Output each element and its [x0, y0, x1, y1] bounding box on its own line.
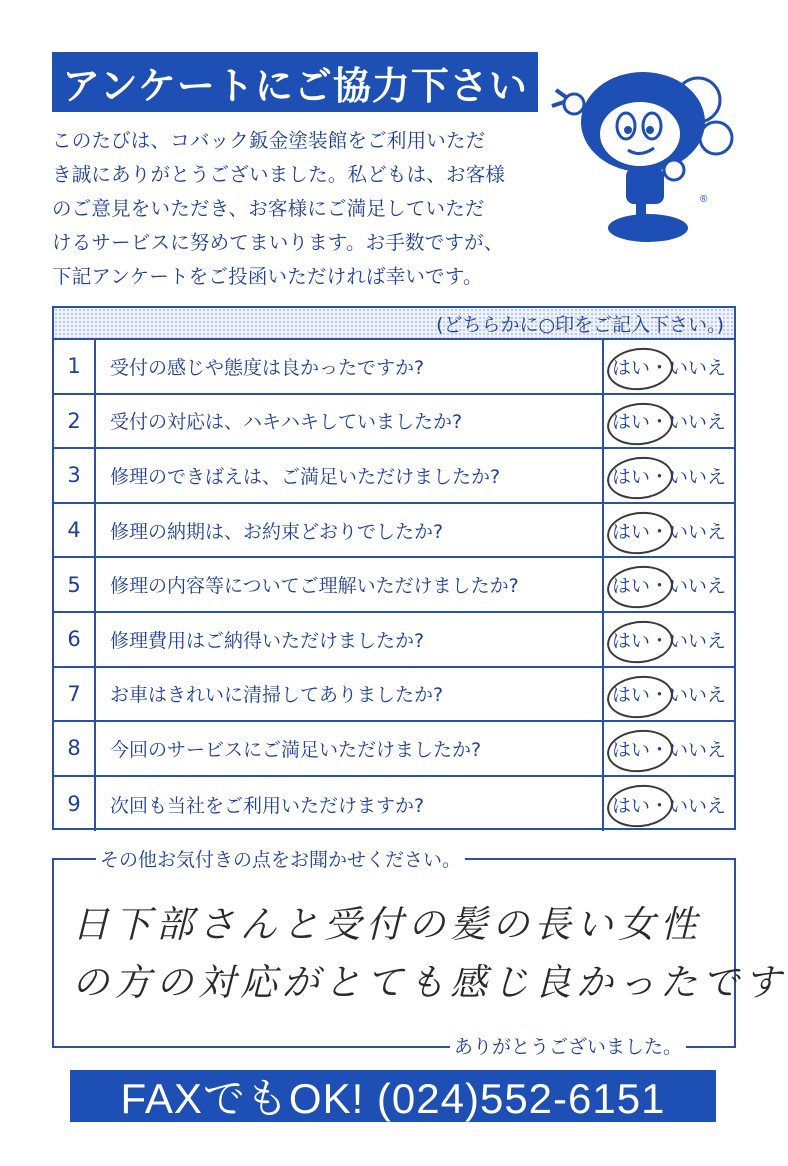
- intro-line: 下記アンケートをご投函いただければ幸いです。: [52, 265, 483, 288]
- question-text: 修理費用はご納得いただけましたか?: [96, 613, 604, 666]
- answer-label: はい・いいえ: [611, 738, 726, 761]
- answer-label: はい・いいえ: [611, 356, 726, 379]
- answer-label: はい・いいえ: [611, 684, 726, 707]
- answer-label: はい・いいえ: [611, 794, 726, 817]
- question-row: [54, 395, 734, 450]
- answer-label: はい・いいえ: [611, 465, 726, 488]
- answer-choice[interactable]: [604, 340, 734, 393]
- question-text: お車はきれいに清掃してありましたか?: [96, 668, 604, 721]
- survey-instruction: (どちらかに○印をご記入下さい。): [54, 308, 734, 340]
- question-text: 次回も当社をご利用いただけますか?: [96, 777, 604, 832]
- comment-box[interactable]: [52, 849, 786, 1058]
- answer-choice[interactable]: [604, 722, 734, 775]
- survey-title: アンケートにご協力下さい: [52, 52, 538, 112]
- answer-label: はい・いいえ: [611, 629, 726, 652]
- question-text: 修理のできばえは、ご満足いただけましたか?: [96, 449, 604, 502]
- registered-mark: ®: [700, 194, 708, 205]
- question-number: 8: [54, 722, 96, 775]
- question-number: 4: [54, 504, 96, 557]
- survey-table: [52, 306, 736, 830]
- answer-choice[interactable]: [604, 395, 734, 448]
- intro-text: [52, 124, 552, 294]
- answer-label: はい・いいえ: [611, 520, 726, 543]
- question-row: [54, 340, 734, 395]
- question-number: 9: [54, 777, 96, 832]
- question-row: [54, 558, 734, 613]
- handwritten-comment-line: 日下部さんと受付の髪の長い女性: [72, 903, 702, 946]
- mascot-illustration: [548, 60, 738, 250]
- question-number: 3: [54, 449, 96, 502]
- question-text: 受付の感じや態度は良かったですか?: [96, 340, 604, 393]
- question-number: 2: [54, 395, 96, 448]
- question-row: [54, 449, 734, 504]
- answer-label: はい・いいえ: [611, 411, 726, 434]
- question-text: 修理の内容等についてご理解いただけましたか?: [96, 558, 604, 611]
- question-number: 6: [54, 613, 96, 666]
- answer-choice[interactable]: [604, 449, 734, 502]
- thanks-text: ありがとうございました。: [450, 1032, 686, 1059]
- question-text: 今回のサービスにご満足いただけましたか?: [96, 722, 604, 775]
- answer-choice[interactable]: [604, 668, 734, 721]
- answer-choice[interactable]: [604, 613, 734, 666]
- question-row: [54, 504, 734, 559]
- question-row: [54, 777, 734, 832]
- fax-banner: FAXでもOK! (024)552-6151: [70, 1070, 716, 1122]
- question-text: 修理の納期は、お約束どおりでしたか?: [96, 504, 604, 557]
- answer-choice[interactable]: [604, 777, 734, 832]
- question-row: [54, 613, 734, 668]
- question-row: [54, 722, 734, 777]
- question-number: 7: [54, 668, 96, 721]
- question-number: 1: [54, 340, 96, 393]
- question-number: 5: [54, 558, 96, 611]
- intro-line: けるサービスに努めてまいります。お手数ですが、: [52, 231, 504, 254]
- answer-choice[interactable]: [604, 504, 734, 557]
- intro-line: このたびは、コバック鈑金塗装館をご利用いただ: [52, 129, 486, 152]
- comment-title: その他お気付きの点をお聞かせください。: [96, 845, 465, 872]
- answer-label: はい・いいえ: [611, 575, 726, 598]
- question-row: [54, 668, 734, 723]
- handwritten-comment-line: の方の対応がとても感じ良かったです: [72, 961, 786, 1004]
- intro-line: き誠にありがとうございました。私どもは、お客様: [52, 163, 506, 186]
- answer-choice[interactable]: [604, 558, 734, 611]
- intro-line: のご意見をいただき、お客様にご満足していただ: [52, 197, 485, 220]
- question-text: 受付の対応は、ハキハキしていましたか?: [96, 395, 604, 448]
